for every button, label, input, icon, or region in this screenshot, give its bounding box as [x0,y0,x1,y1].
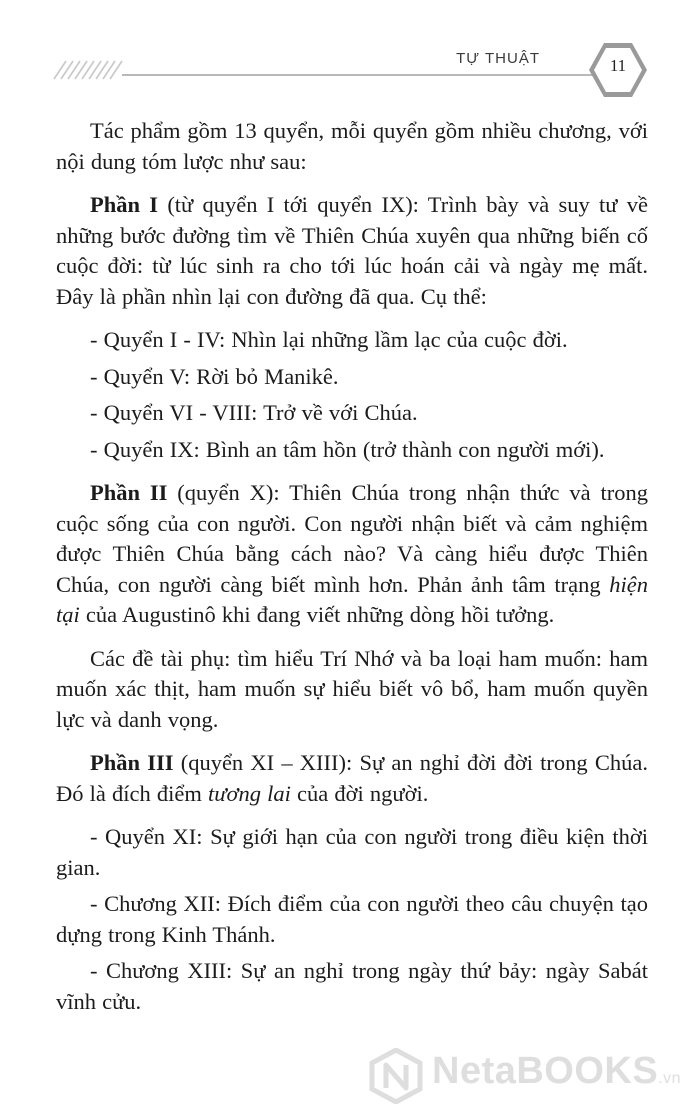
list-item: - Quyển VI - VIII: Trở về với Chúa. [90,400,418,425]
list-item: - Quyển XI: Sự giới hạn của con người trong điều kiện thời gian. [56,824,648,880]
netabooks-logo-icon [368,1048,424,1104]
paragraph-part-2 [56,478,648,631]
part-2-text-end: của Augustinô khi đang viết những dòng hồi tưởng. [79,602,555,627]
running-head: TỰ THUẬT [456,50,540,67]
watermark [368,1046,700,1106]
part-1-heading: Phần I [90,192,159,217]
part-3-heading: Phần III [90,750,174,775]
watermark-suffix: .vn [658,1070,682,1087]
list-item: - Quyển IX: Bình an tâm hồn (trở thành con người mới). [90,436,605,462]
decorative-stripes [52,60,124,80]
header-rule [122,74,600,76]
part-3-text-end: của đời người. [290,780,429,806]
watermark-brand: NetaBOOKS [432,1050,659,1092]
page-number: 11 [609,56,627,75]
page-body [56,116,648,1017]
part-3-text: (quyển XI – XIII): Sự an nghỉ đời đời trong Chúa. Đó là đích điểm [56,750,648,806]
part-2-text: (quyển X): Thiên Chúa trong nhận thức và trong cuộc sống của con người. Con người nhận biết và cảm nghiệm được Thiên Chúa bằng cách nào? Và càng hiểu được Thiên Chúa, con người càng biết mình hơn. Phản ảnh tâm trạng [56,480,648,597]
list-item: - Chương XIII: Sự an nghỉ trong ngày thứ bảy: ngày Sabát vĩnh cửu. [56,958,648,1014]
paragraph-subtopics: Các đề tài phụ: tìm hiểu Trí Nhớ và ba loại ham muốn: ham muốn xác thịt, ham muốn sự hiểu biết vô bổ, ham muốn quyền lực và danh vọng. [56,645,648,732]
paragraph-part-1 [56,190,648,312]
list-item: - Quyển V: Rời bỏ Manikê. [90,363,339,389]
part-2-emphasis: hiện tại [56,571,648,627]
list-item: - Chương XII: Đích điểm của con người theo câu chuyện tạo dựng trong Kinh Thánh. [56,891,648,947]
part-2-heading: Phần II [90,480,168,505]
watermark-text [432,1050,681,1093]
list-item: - Quyển I - IV: Nhìn lại những lầm lạc của cuộc đời. [90,327,568,352]
paragraph-intro: Tác phẩm gồm 13 quyển, mỗi quyển gồm nhiều chương, với nội dung tóm lược như sau: [56,118,648,174]
paragraph-part-3 [56,748,648,809]
page-header [0,0,700,120]
part-3-emphasis: tương lai [207,780,291,806]
part-1-text: (từ quyển I tới quyển IX): Trình bày và suy tư về những bước đường tìm về Thiên Chúa xuyên qua những biến cố cuộc đời: từ lúc sinh ra cho tới lúc hoán cải và ngày mẹ mất. Đây là phần nhìn lại con đường đã qua. Cụ thể: [56,192,648,309]
